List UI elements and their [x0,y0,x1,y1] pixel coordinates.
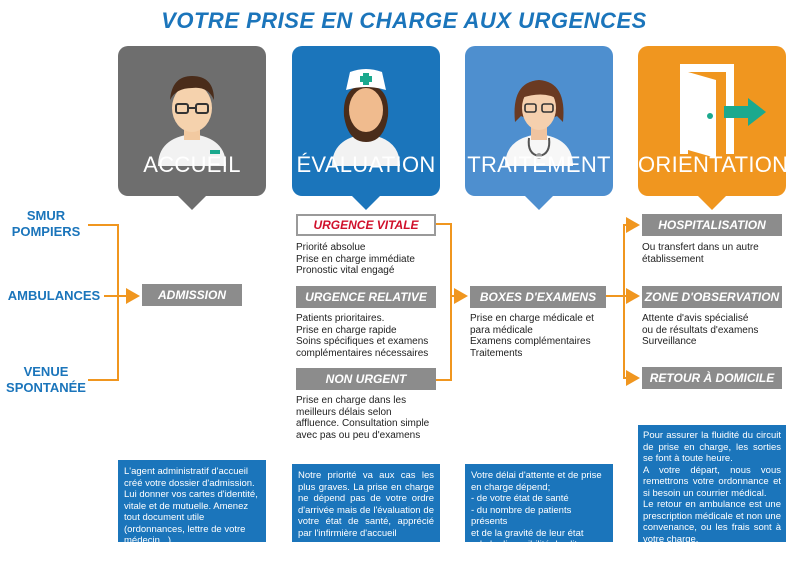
boxes-examens-desc: Prise en charge médicale et para médicale Examens complémentaires Traitements [470,313,594,359]
urgence-vitale-box: URGENCE VITALE [296,214,436,236]
admission-box: ADMISSION [142,284,242,306]
boxes-examens-box: BOXES D'EXAMENS [470,286,606,308]
hospitalisation-desc: Ou transfert dans un autre établissement [642,242,759,265]
urgence-relative-desc: Patients prioritaires. Prise en charge rapide Soins spécifiques et examens complémentaires nécessaires [296,313,429,359]
note-accueil: L'agent administratif d'accueil créé votre dossier d'admission. Lui donner vos cartes d'identité, vitale et de mutuelle. Amenez tout document utile (ordonnances, lettre de votre médecin...) [118,460,266,542]
non-urgent-desc: Prise en charge dans les meilleurs délais selon affluence. Consultation simple avec pas ou peu d'examens [296,395,430,441]
stage-label: ÉVALUATION [296,152,436,177]
stage-label: ACCUEIL [143,152,241,177]
non-urgent-box: NON URGENT [296,368,436,390]
source-venue-spontanee: VENUE SPONTANÉE [6,364,86,395]
note-evaluation: Notre priorité va aux cas les plus graves. La prise en charge ne dépend pas de votre ordre d'arrivée mais de l'évaluation de votre état de santé, apprécié par l'infirmière d'accueil [292,464,440,542]
source-smur-pompiers: SMUR POMPIERS [11,208,81,239]
urgence-vitale-desc: Priorité absolue Prise en charge immédiate Pronostic vital engagé [296,242,415,276]
note-traitement: Votre délai d'attente et de prise en charge dépend; - de votre état de santé - du nombre de patients présents et de la gravité de leur état - de la disponibilité des lits [465,464,613,542]
page-title: VOTRE PRISE EN CHARGE AUX URGENCES [161,8,647,33]
urgence-relative-box: URGENCE RELATIVE [296,286,436,308]
note-orientation: Pour assurer la fluidité du circuit de prise en charge, les sorties se font à toute heure. A votre départ, nous vous remettrons votre ordonnance et si besoin un courrier médical. Le retour en ambulance est une prescription médicale et non une convenance, ou les frais sont à votre charge. [638,425,786,542]
source-ambulances: AMBULANCES [7,288,101,303]
retour-domicile-box: RETOUR À DOMICILE [642,367,782,389]
zone-observation-box: ZONE D'OBSERVATION [642,286,782,308]
stage-label: ORIENTATION [638,152,789,177]
stage-label: TRAITEMENT [467,152,611,177]
zone-observation-desc: Attente d'avis spécialisé ou de résultats d'examens Surveillance [642,313,759,347]
hospitalisation-box: HOSPITALISATION [642,214,782,236]
